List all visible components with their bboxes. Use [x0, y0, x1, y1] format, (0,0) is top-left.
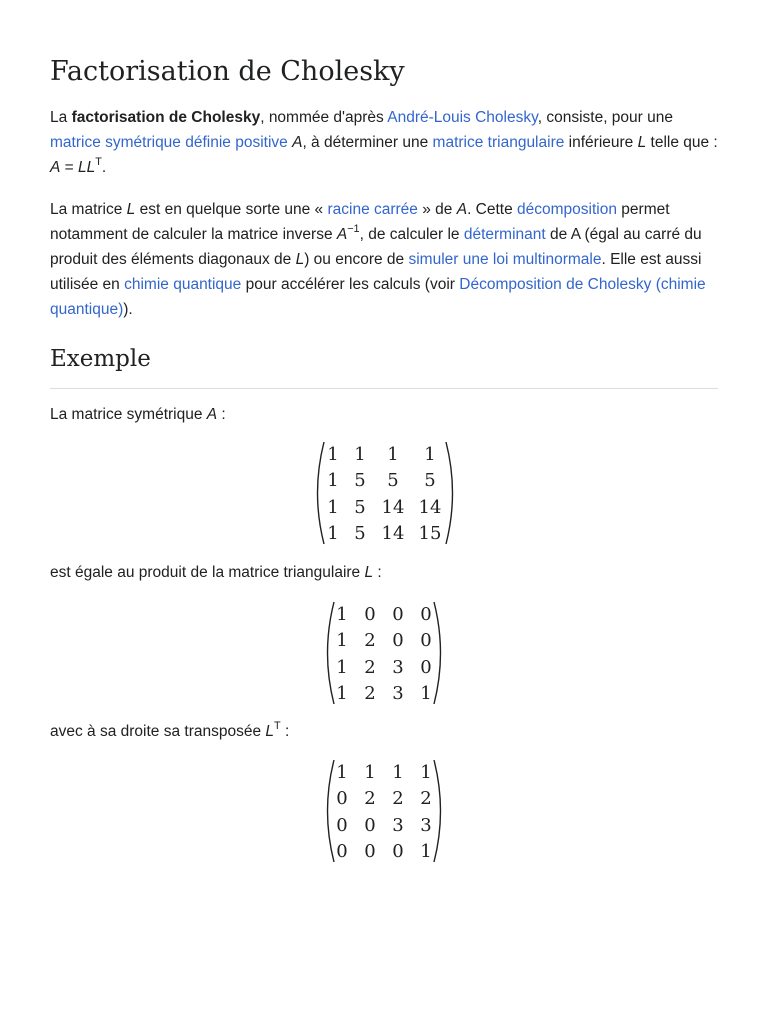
- superscript: T: [95, 156, 102, 168]
- text: de A (égal au carré du produit des éléments diagonaux de: [50, 226, 702, 268]
- text: est égale au produit de la matrice triangulaire: [50, 564, 365, 581]
- right-parenthesis: [434, 760, 441, 862]
- math-var: L: [265, 723, 275, 740]
- matrix-entry: 5: [387, 470, 399, 491]
- matrix-entry: 0: [364, 604, 376, 625]
- left-parenthesis: [328, 602, 335, 704]
- matrix-l: [322, 600, 446, 706]
- matrix-entry: 1: [336, 630, 348, 651]
- text: La matrice: [50, 201, 127, 218]
- matrix-lt-svg: [322, 758, 446, 864]
- matrix-entry: 0: [336, 815, 348, 836]
- text: avec à sa droite sa transposée: [50, 723, 266, 740]
- matrix-entry: 0: [336, 841, 348, 862]
- text: . Elle est aussi utilisée en: [50, 251, 702, 293]
- text: pour accélérer les calculs (voir: [241, 276, 460, 293]
- matrix-entry: 1: [354, 444, 366, 465]
- link-matrice-triangulaire[interactable]: matrice triangulaire: [432, 134, 565, 151]
- section-divider: [50, 388, 718, 389]
- matrix-entry: 5: [424, 470, 436, 491]
- text: La: [50, 109, 72, 126]
- matrix-entry: 15: [418, 523, 442, 544]
- text: inférieure: [564, 134, 638, 151]
- text: , à déterminer une: [302, 134, 433, 151]
- text: telle que :: [646, 134, 718, 151]
- link-decomposition-cholesky-chimie[interactable]: Décomposition de Cholesky (chimie quantique): [50, 276, 706, 318]
- link-decomposition[interactable]: décomposition: [517, 201, 617, 218]
- superscript: −1: [347, 223, 360, 235]
- text: .: [101, 159, 107, 176]
- matrix-entry: 1: [392, 762, 404, 783]
- text: =: [60, 159, 79, 176]
- math-var: A: [456, 201, 468, 218]
- matrix-entry: 1: [336, 683, 348, 704]
- matrix-entry: 2: [420, 788, 432, 809]
- link-racine-carree[interactable]: racine carrée: [327, 201, 418, 218]
- page-title: Factorisation de Cholesky: [50, 56, 405, 87]
- text: ) ou encore de: [304, 251, 409, 268]
- matrix-entry: 2: [364, 630, 376, 651]
- matrix-entry: 0: [420, 657, 432, 678]
- link-chimie-quantique[interactable]: chimie quantique: [124, 276, 242, 293]
- right-parenthesis: [446, 442, 453, 544]
- matrix-entry: 1: [327, 470, 339, 491]
- matrix-entry: 14: [381, 523, 405, 544]
- math-var: A: [206, 406, 218, 423]
- matrix-entry: 3: [392, 657, 404, 678]
- link-matrice-symetrique-definie-positive[interactable]: matrice symétrique définie positive: [50, 134, 288, 151]
- bold-term: factorisation de Cholesky: [71, 109, 261, 126]
- matrix-entry: 1: [336, 657, 348, 678]
- text: :: [280, 723, 290, 740]
- text: est en quelque sorte une «: [135, 201, 328, 218]
- math-var: LL: [78, 159, 96, 176]
- matrix-entry: 1: [327, 497, 339, 518]
- matrix-entry: 5: [354, 523, 366, 544]
- intro-paragraph-1: [50, 105, 722, 180]
- matrix-a-caption: [50, 402, 722, 427]
- matrix-l-svg: [322, 600, 446, 706]
- matrix-entry: 3: [392, 683, 404, 704]
- matrix-entry: 0: [392, 604, 404, 625]
- left-parenthesis: [318, 442, 325, 544]
- matrix-entry: 5: [354, 470, 366, 491]
- math-var: L: [295, 251, 305, 268]
- matrix-entry: 1: [327, 444, 339, 465]
- section-heading-exemple: Exemple: [50, 346, 151, 372]
- matrix-a-svg: [312, 440, 458, 546]
- text: » de: [417, 201, 457, 218]
- link-determinant[interactable]: déterminant: [463, 226, 546, 243]
- matrix-entry: 1: [424, 444, 436, 465]
- matrix-entry: 0: [392, 841, 404, 862]
- link-simuler-loi-multinormale[interactable]: simuler une loi multinormale: [408, 251, 602, 268]
- matrix-entry: 0: [420, 630, 432, 651]
- left-parenthesis: [328, 760, 335, 862]
- text: ).: [123, 301, 133, 318]
- matrix-entry: 1: [420, 841, 432, 862]
- text: , consiste, pour une: [537, 109, 673, 126]
- text: . Cette: [467, 201, 518, 218]
- matrix-lt: [322, 758, 446, 864]
- matrix-entry: 2: [364, 657, 376, 678]
- matrix-entry: 1: [336, 762, 348, 783]
- matrix-entry: 3: [392, 815, 404, 836]
- math-var: A: [292, 134, 303, 151]
- matrix-entry: 2: [392, 788, 404, 809]
- matrix-entry: 1: [336, 604, 348, 625]
- right-parenthesis: [434, 602, 441, 704]
- matrix-entry: 14: [418, 497, 442, 518]
- math-var: L: [637, 134, 647, 151]
- matrix-entry: 3: [420, 815, 432, 836]
- math-var: A: [50, 159, 61, 176]
- matrix-entry: 5: [354, 497, 366, 518]
- matrix-entry: 2: [364, 683, 376, 704]
- matrix-entry: 1: [387, 444, 399, 465]
- link-andre-louis-cholesky[interactable]: André-Louis Cholesky: [387, 109, 538, 126]
- matrix-entry: 1: [364, 762, 376, 783]
- text: , nommée d'après: [260, 109, 388, 126]
- superscript: T: [274, 720, 281, 732]
- matrix-lt-caption: [50, 719, 722, 744]
- matrix-l-caption: [50, 560, 722, 585]
- matrix-entry: 0: [392, 630, 404, 651]
- matrix-entry: 14: [381, 497, 405, 518]
- text: permet notamment de calculer la matrice inverse: [50, 201, 670, 243]
- matrix-entry: 0: [420, 604, 432, 625]
- matrix-entry: 2: [364, 788, 376, 809]
- math-var: L: [126, 201, 136, 218]
- matrix-entry: 1: [327, 523, 339, 544]
- text: La matrice symétrique: [50, 406, 207, 423]
- matrix-entry: 0: [336, 788, 348, 809]
- matrix-a: [312, 440, 458, 546]
- math-var: A: [336, 226, 348, 243]
- matrix-entry: 1: [420, 683, 432, 704]
- text: , de calculer le: [359, 226, 464, 243]
- matrix-entry: 1: [420, 762, 432, 783]
- matrix-entry: 0: [364, 815, 376, 836]
- text: :: [217, 406, 226, 423]
- text: :: [373, 564, 382, 581]
- matrix-entry: 0: [364, 841, 376, 862]
- intro-paragraph-2: [50, 197, 722, 322]
- math-var: L: [364, 564, 374, 581]
